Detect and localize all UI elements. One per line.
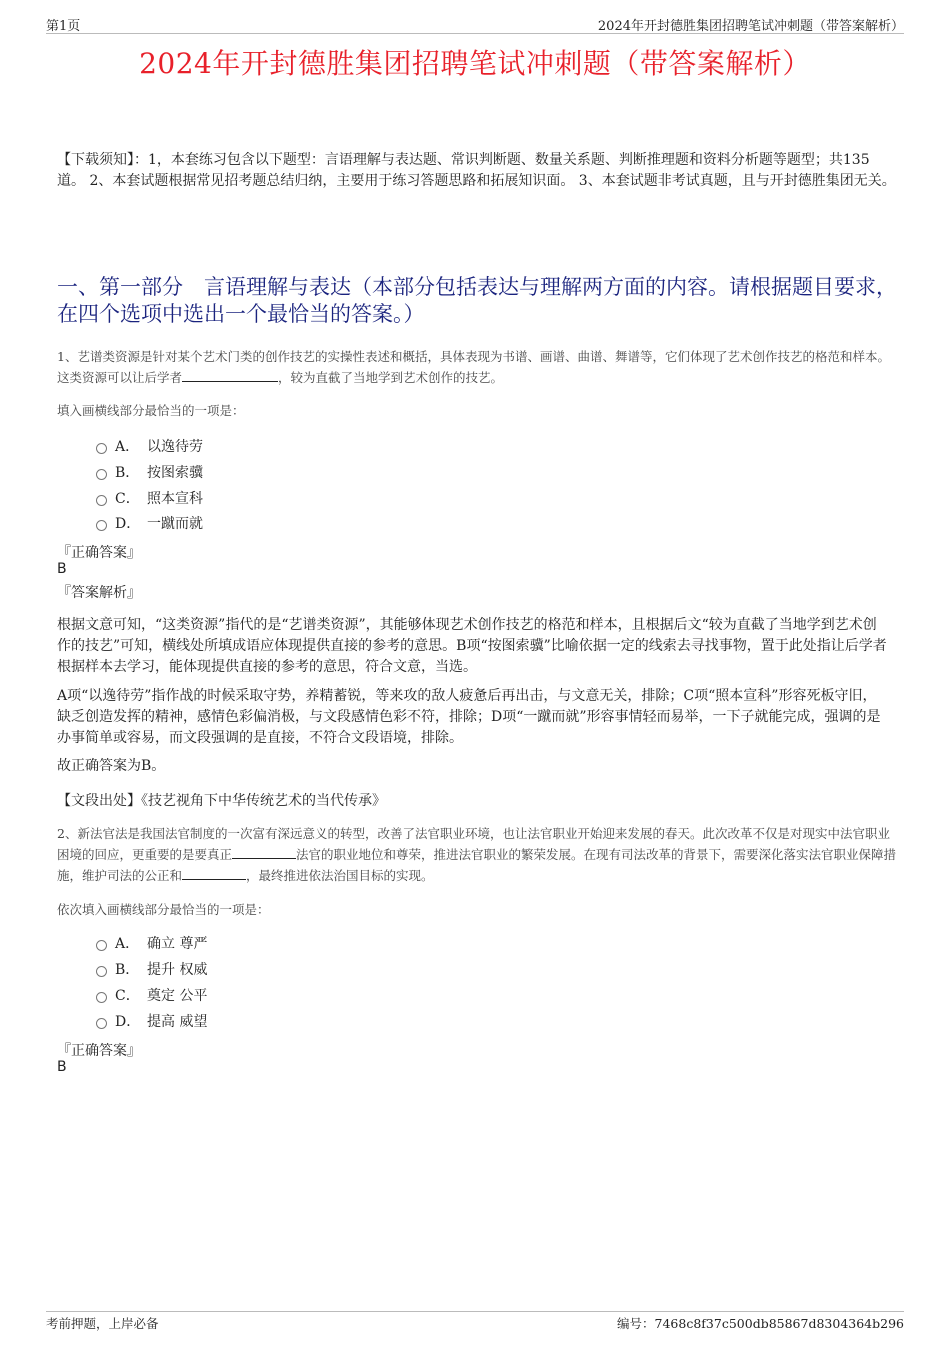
option-letter: C．: [115, 988, 140, 1004]
question-2-stem-part-c: ，最终推进依法治国目标的实现。: [246, 868, 434, 883]
running-title: 2024年开封德胜集团招聘笔试冲刺题（带答案解析）: [597, 19, 904, 34]
option-text: 以逸待劳: [147, 439, 203, 455]
question-1-blank: [182, 369, 278, 382]
radio-icon[interactable]: [96, 469, 107, 480]
question-2-stem: [57, 823, 897, 886]
option-text: 确立 尊严: [147, 936, 208, 952]
document-title: 2024年开封德胜集团招聘笔试冲刺题（带答案解析）: [139, 47, 811, 80]
question-1-prompt: 填入画横线部分最恰当的一项是：: [57, 403, 245, 418]
analysis-paragraph: A项“以逸待劳”指作战的时候采取守势，养精蓄锐，等来攻的敌人疲惫后再出击，与文意无关，排除；C项“照本宣科”形容死板守旧，缺乏创造发挥的精神，感情色彩偏消极，与文段感情色彩不符，排除；D项“一蹴而就”形容事情轻而易举，一下子就能完成，强调的是办事简单或容易，而文段强调的是直接，不符合文段语境，排除。: [57, 688, 881, 746]
download-notice: 【下载须知】：1，本套练习包含以下题型：言语理解与表达题、常识判断题、数量关系题、判断推理题和资料分析题等题型；共135道。 2、本套试题根据常见招考题总结归纳，主要用于练习答题思路和拓展知识面。 3、本套试题非考试真题，且与开封德胜集团无关。: [57, 152, 896, 189]
option-letter: B．: [115, 465, 140, 481]
option-text: 照本宣科: [147, 491, 203, 507]
option-letter: A．: [115, 936, 140, 952]
question-1-option-a[interactable]: [96, 436, 203, 456]
correct-answer-label: 『正确答案』: [57, 545, 141, 561]
radio-icon[interactable]: [96, 1018, 107, 1029]
option-text: 一蹴而就: [147, 516, 203, 532]
question-2-option-b[interactable]: [96, 959, 207, 979]
analysis-paragraph: 根据文意可知，“这类资源”指代的是“艺谱类资源”，其能够体现艺术创作技艺的格范和样本，且根据后文“较为直截了当地学到艺术创作的技艺”可知，横线处所填成语应体现提供直接的参考的意思。B项“按图索骥”比喻依据一定的线索去寻找事物，置于此处指让后学者根据样本去学习，能体现提供直接的参考的意思，符合文意，当选。: [57, 617, 887, 675]
option-letter: B．: [115, 962, 140, 978]
question-2-option-c[interactable]: [96, 985, 207, 1005]
page-number: 第1页: [46, 19, 81, 34]
radio-icon[interactable]: [96, 495, 107, 506]
radio-icon[interactable]: [96, 443, 107, 454]
question-1-stem-part-b: ，较为直截了当地学到艺术创作的技艺。: [278, 370, 504, 385]
footer-slogan: 考前押题，上岸必备: [46, 1316, 159, 1331]
correct-answer-value: B: [57, 1059, 67, 1075]
question-2-option-d[interactable]: [96, 1011, 207, 1031]
question-1-option-d[interactable]: [96, 513, 203, 533]
question-2-prompt: 依次填入画横线部分最恰当的一项是：: [57, 902, 270, 917]
question-1-stem: [57, 346, 897, 388]
radio-icon[interactable]: [96, 992, 107, 1003]
radio-icon[interactable]: [96, 966, 107, 977]
correct-answer-label: 『正确答案』: [57, 1043, 141, 1059]
option-letter: D．: [115, 516, 141, 532]
question-1-option-c[interactable]: [96, 488, 203, 508]
correct-answer-value: B: [57, 561, 67, 577]
option-text: 按图索骥: [147, 465, 203, 481]
analysis-conclusion: 故正确答案为B。: [57, 758, 166, 774]
option-letter: C．: [115, 491, 140, 507]
option-text: 提升 权威: [147, 962, 208, 978]
question-2-blank-2: [182, 867, 246, 880]
question-2-stem-part-b: 法官的职业地位和尊荣，推进法官职业的繁荣发展。在现有司法改革的背景下，需要深化落实法官职业保障措施，维护司法的公正和: [57, 847, 897, 883]
question-2-stem-part-a: 2、新法官法是我国法官制度的一次富有深远意义的转型，改善了法官职业环境，也让法官职业开始迎来发展的春天。此次改革不仅是对现实中法官职业困境的回应，更重要的是要真正: [57, 826, 890, 862]
passage-source: 【文段出处】《技艺视角下中华传统艺术的当代传承》: [57, 793, 386, 809]
question-1-stem-part-a: 1、艺谱类资源是针对某个艺术门类的创作技艺的实操性表述和概括，具体表现为书谱、画谱、曲谱、舞谱等，它们体现了艺术创作技艺的格范和样本。这类资源可以让后学者: [57, 349, 890, 385]
option-letter: A．: [115, 439, 140, 455]
question-2-option-a[interactable]: [96, 933, 207, 953]
radio-icon[interactable]: [96, 940, 107, 951]
radio-icon[interactable]: [96, 520, 107, 531]
option-text: 奠定 公平: [147, 988, 208, 1004]
analysis-label: 『答案解析』: [57, 585, 141, 601]
document-serial: 编号：7468c8f37c500db85867d8304364b296: [617, 1316, 904, 1331]
question-1-option-b[interactable]: [96, 462, 203, 482]
question-2-blank-1: [232, 846, 296, 859]
header-divider: [46, 33, 904, 34]
footer-divider: [46, 1311, 904, 1312]
option-letter: D．: [115, 1014, 141, 1030]
section-heading: 一、第一部分 言语理解与表达（本部分包括表达与理解两方面的内容。请根据题目要求，在四个选项中选出一个最恰当的答案。）: [57, 275, 897, 326]
option-text: 提高 威望: [147, 1014, 208, 1030]
